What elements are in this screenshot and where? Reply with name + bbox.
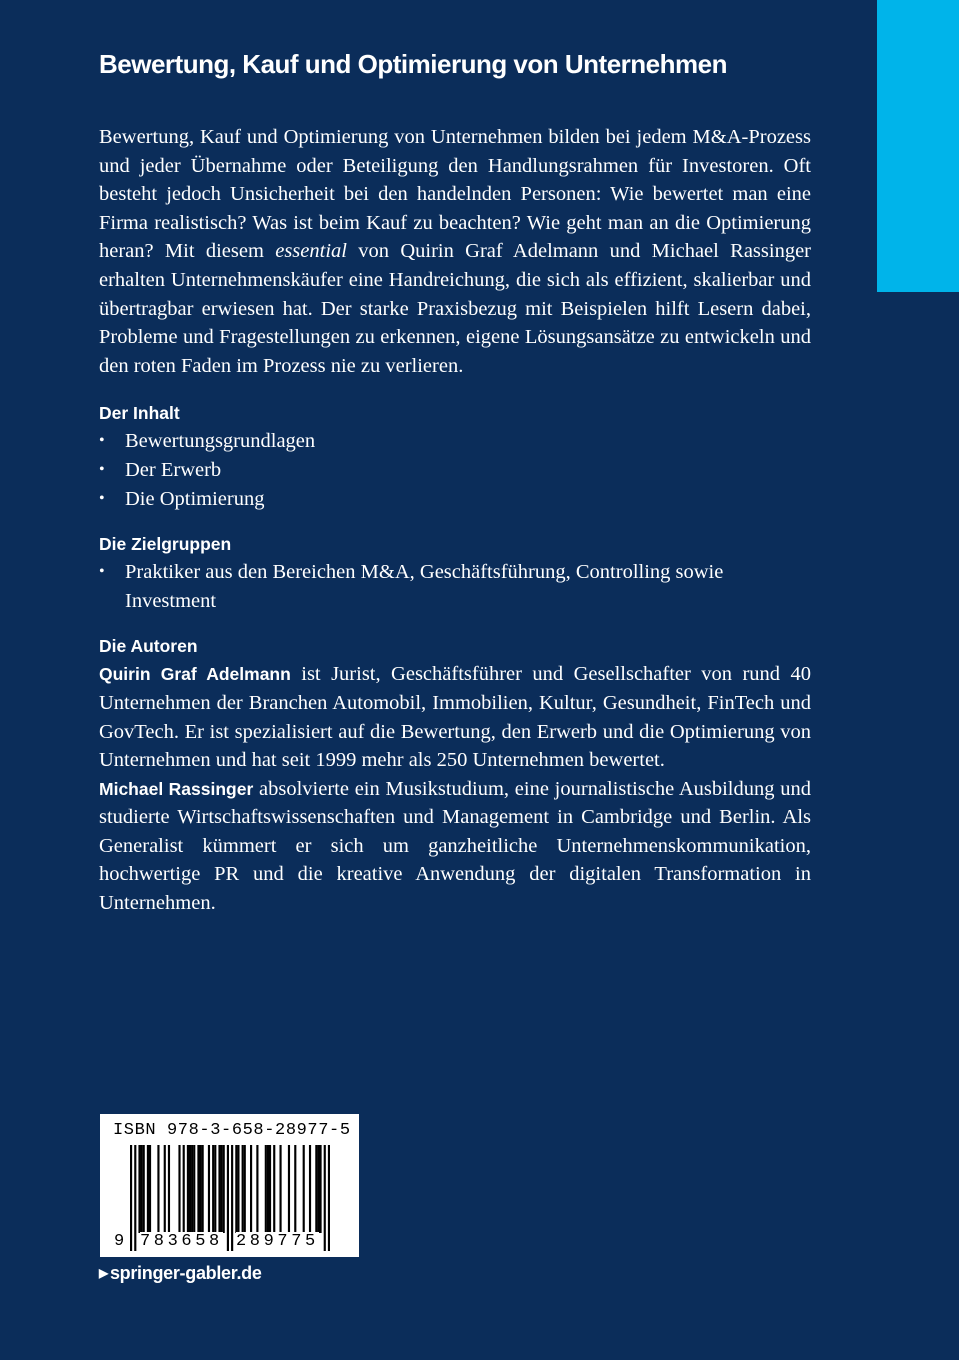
book-title: Bewertung, Kauf und Optimierung von Unternehmen (99, 49, 727, 79)
section-inhalt (99, 399, 811, 513)
bullet-icon: • (99, 432, 105, 450)
section-heading-autoren: Die Autoren (99, 636, 198, 657)
list-item-text: Praktiker aus den Bereichen M&A, Geschäftsführung, Controlling sowie Investment (125, 561, 724, 612)
barcode-bar (197, 1145, 199, 1233)
accent-bar (877, 0, 959, 292)
bullet-icon: • (99, 489, 105, 507)
barcode-bar (235, 1145, 237, 1233)
barcode-bar (193, 1145, 195, 1233)
intro-text-1: Bewertung, Kauf und Optimierung von Unternehmen bilden bei jedem M&A-Prozess und jeder Übernahme oder Beteiligung den Handlungsrahmen für Investoren. Oft besteht jedoch Unsicherheit bei den handelnden Personen: Wie bewertet man eine Firma realistisch? Was ist beim Kauf zu beachten? Wie geht man an die Optimierung heran? Mit diesem (99, 126, 811, 263)
list-item (99, 427, 811, 456)
zielgruppen-list (99, 558, 811, 615)
list-item (99, 456, 811, 485)
barcode-bar (309, 1145, 311, 1233)
list-item-text: Die Optimierung (125, 487, 265, 510)
barcode-bar (212, 1145, 214, 1233)
barcode-bar (256, 1145, 258, 1233)
barcode-bar (143, 1145, 145, 1233)
barcode-bar (267, 1145, 269, 1233)
back-cover-content (99, 44, 811, 918)
author-name: Quirin Graf Adelmann (99, 664, 291, 685)
barcode-bar (218, 1145, 220, 1233)
section-zielgruppen (99, 530, 811, 615)
barcode-bar (237, 1145, 239, 1233)
isbn-label: ISBN 978-3-658-28977-5 (113, 1121, 351, 1140)
barcode-bar (294, 1145, 296, 1233)
barcode-bar (157, 1145, 159, 1233)
barcode-bar (147, 1145, 149, 1233)
intro-paragraph (99, 123, 811, 380)
barcode-bar (265, 1145, 267, 1233)
barcode-bar (183, 1145, 185, 1233)
section-autoren (99, 632, 811, 917)
intro-emphasis: essential (275, 240, 347, 263)
barcode-bar (191, 1145, 193, 1233)
barcode-bar (223, 1145, 225, 1233)
barcode-bar (303, 1145, 305, 1233)
barcode-bar (221, 1145, 223, 1233)
list-item-text: Bewertungsgrundlagen (125, 430, 316, 453)
author-bio-text: ist Jurist, Geschäftsführer und Gesellschafter von rund 40 Unternehmen der Branchen Automobil, Immobilien, Kultur, Gesundheit, FinTech und GovTech. Er ist spezialisiert auf die Bewertung, den Erwerb und die Optimierung von Unternehmen und hat seit 1999 mehr als 250 Unternehmen bewertet. (99, 663, 811, 772)
barcode-bar (189, 1145, 191, 1233)
barcode-bar (244, 1145, 246, 1233)
section-heading-inhalt: Der Inhalt (99, 403, 180, 424)
barcode-bar (187, 1145, 189, 1233)
barcode-bar (279, 1145, 281, 1233)
publisher-link[interactable] (99, 1263, 262, 1284)
ean-first-digit: 9 (114, 1232, 125, 1251)
barcode-bar (288, 1145, 290, 1233)
barcode-bar (168, 1145, 170, 1233)
inhalt-list (99, 427, 811, 513)
arrow-right-icon: ▶ (99, 1266, 108, 1280)
ean-right-group: 289775 (236, 1232, 319, 1251)
section-heading-zielgruppen: Die Zielgruppen (99, 534, 232, 555)
ean-digits (100, 1232, 359, 1254)
barcode-bar (317, 1145, 319, 1233)
author-bio-rassinger (99, 775, 811, 918)
publisher-link-text: springer-gabler.de (109, 1263, 262, 1283)
barcode-bar (214, 1145, 216, 1233)
barcode-bar (315, 1145, 317, 1233)
barcode-bar (269, 1145, 271, 1233)
ean-left-group: 783658 (140, 1232, 223, 1251)
bullet-icon: • (99, 460, 105, 478)
barcode-bar (319, 1145, 321, 1233)
barcode-bar (141, 1145, 143, 1233)
intro-text-2: von Quirin Graf Adelmann und Michael Rassinger erhalten Unternehmenskäufer eine Handreichung, die sich als effizient, skalierbar und übertragbar erwiesen hat. Der starke Praxisbezug mit Beispielen hilft Lesern dabei, Probleme und Fragestellungen zu erkennen, eigene Lösungsansätze zu entwickeln und den roten Faden im Prozess nie zu verlieren. (99, 240, 811, 377)
barcode-bar (202, 1145, 204, 1233)
bullet-icon: • (99, 563, 105, 581)
barcode-bar (199, 1145, 201, 1233)
barcode-bar (208, 1145, 210, 1233)
author-bio-adelmann (99, 660, 811, 774)
list-item (99, 485, 811, 514)
author-bio-text: absolvierte ein Musikstudium, eine journalistische Ausbildung und studierte Wirtschaftswissenschaften und Management in Cambridge und Berlin. Als Generalist kümmert er sich um ganzheitliche Unternehmenskommunikation, hochwertige PR und die kreative Anwendung der digitalen Transformation in Unternehmen. (99, 777, 811, 915)
barcode-bar (242, 1145, 244, 1233)
barcode-bar (178, 1145, 180, 1233)
barcode-bar (273, 1145, 275, 1233)
barcode-bar (138, 1145, 140, 1233)
list-item (99, 558, 811, 615)
barcode-bar (164, 1145, 166, 1233)
barcode-bar (149, 1145, 151, 1233)
author-name: Michael Rassinger (99, 778, 254, 799)
list-item-text: Der Erwerb (125, 458, 222, 481)
barcode-bar (250, 1145, 252, 1233)
isbn-barcode (100, 1114, 359, 1257)
